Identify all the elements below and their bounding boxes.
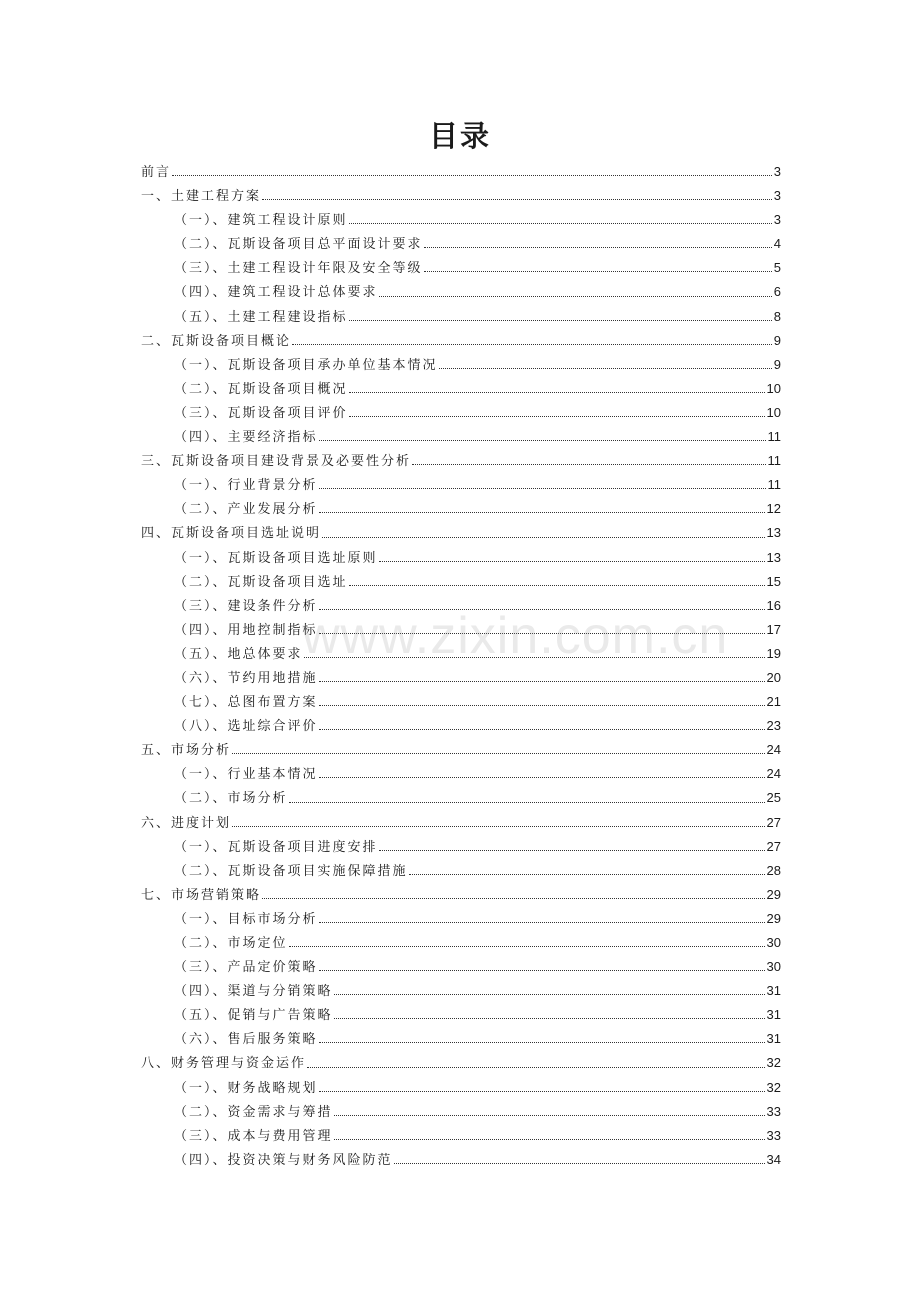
toc-entry[interactable] [141,1148,781,1172]
toc-entry-page-number: 3 [773,164,781,179]
toc-entry[interactable] [141,666,781,690]
toc-entry-label: 五、市场分析 [141,743,232,759]
toc-dot-leader [319,728,765,730]
toc-entry-page-number: 32 [766,1055,781,1071]
toc-entry[interactable] [141,329,781,353]
toc-entry-page-number: 9 [773,332,781,348]
toc-entry-page-number: 23 [766,718,781,734]
toc-entry[interactable] [141,811,781,835]
toc-entry-page-number: 16 [766,597,781,613]
toc-entry-label: 一、土建工程方案 [141,189,262,205]
toc-dot-leader [424,270,772,272]
toc-entry-page-number: 30 [766,959,781,975]
toc-dot-leader [319,776,765,778]
toc-entry[interactable] [141,835,781,859]
toc-entry[interactable] [141,377,781,401]
toc-dot-leader [379,295,772,297]
toc-entry-label: （三）、瓦斯设备项目评价 [174,405,348,421]
toc-dot-leader [319,632,765,634]
toc-entry[interactable] [141,762,781,786]
toc-entry[interactable] [141,546,781,570]
toc-entry[interactable] [141,642,781,666]
toc-dot-leader [319,704,765,706]
toc-entry-page-number: 12 [766,501,781,517]
toc-entry-label: 八、财务管理与资金运作 [141,1056,307,1072]
toc-entry[interactable] [141,449,781,473]
toc-entry-page-number: 25 [766,790,781,806]
toc-entry[interactable] [141,521,781,545]
toc-dot-leader [292,343,772,345]
toc-entry-page-number: 11 [767,429,781,445]
toc-entry[interactable] [141,738,781,762]
toc-entry[interactable] [141,594,781,618]
toc-dot-leader [379,849,765,851]
toc-dot-leader [319,439,766,441]
toc-entry-label: （三）、产品定价策略 [174,960,318,976]
toc-dot-leader [349,319,772,321]
table-of-contents [141,160,781,1172]
toc-entry-page-number: 6 [773,284,781,300]
toc-entry-page-number: 20 [766,669,781,685]
toc-entry-page-number: 31 [766,1031,781,1047]
toc-entry[interactable] [141,859,781,883]
toc-entry-page-number: 24 [766,742,781,758]
toc-dot-leader [349,415,765,417]
toc-entry[interactable] [141,232,781,256]
toc-entry-label: （一）、行业背景分析 [174,478,318,494]
toc-entry-label: 四、瓦斯设备项目选址说明 [141,526,322,542]
toc-entry[interactable] [141,1076,781,1100]
toc-entry-label: （五）、地总体要求 [174,646,303,662]
toc-entry[interactable] [141,618,781,642]
toc-entry-label: 二、瓦斯设备项目概论 [141,333,292,349]
toc-dot-leader [172,174,772,176]
toc-entry-label: 七、市场营销策略 [141,887,262,903]
toc-dot-leader [262,198,772,200]
toc-entry[interactable] [141,1100,781,1124]
toc-entry-label: （一）、财务战略规划 [174,1080,318,1096]
toc-entry-page-number: 28 [766,862,781,878]
toc-entry-page-number: 27 [766,814,781,830]
toc-entry[interactable] [141,1003,781,1027]
toc-entry[interactable] [141,570,781,594]
toc-entry-page-number: 15 [766,573,781,589]
toc-dot-leader [349,391,765,393]
toc-entry-page-number: 3 [773,188,781,204]
toc-entry-page-number: 21 [766,694,781,710]
toc-dot-leader [319,1090,765,1092]
toc-entry[interactable] [141,256,781,280]
toc-entry-label: （四）、投资决策与财务风险防范 [174,1152,393,1168]
toc-entry[interactable] [141,786,781,810]
toc-entry-label: （二）、资金需求与筹措 [174,1104,333,1120]
toc-entry-page-number: 4 [773,236,781,252]
toc-entry[interactable] [141,883,781,907]
toc-entry-page-number: 5 [773,260,781,276]
toc-entry-label: （一）、目标市场分析 [174,911,318,927]
toc-entry-page-number: 33 [766,1127,781,1143]
toc-dot-leader [319,1041,765,1043]
toc-entry[interactable] [141,160,781,184]
toc-entry-page-number: 9 [773,356,781,372]
toc-entry-page-number: 32 [766,1079,781,1095]
toc-entry-label: （一）、建筑工程设计原则 [174,213,348,229]
toc-dot-leader [319,487,766,489]
toc-entry[interactable] [141,208,781,232]
toc-entry-label: （八）、选址综合评价 [174,719,318,735]
toc-entry-page-number: 11 [767,453,781,469]
toc-dot-leader [334,1138,765,1140]
toc-entry-page-number: 13 [766,549,781,565]
watermark: www.zixin.com.cn [302,607,729,665]
toc-entry-page-number: 10 [766,380,781,396]
toc-entry-label: （一）、瓦斯设备项目进度安排 [174,839,378,855]
toc-entry-page-number: 10 [766,404,781,420]
toc-dot-leader [439,367,772,369]
toc-entry[interactable] [141,184,781,208]
toc-entry[interactable] [141,497,781,521]
toc-entry-label: （七）、总图布置方案 [174,695,318,711]
toc-entry[interactable] [141,690,781,714]
toc-dot-leader [319,511,765,513]
toc-entry[interactable] [141,907,781,931]
toc-dot-leader [349,222,772,224]
toc-entry-label: （二）、产业发展分析 [174,502,318,518]
toc-entry-page-number: 31 [766,1007,781,1023]
toc-entry-page-number: 8 [773,308,781,324]
toc-entry[interactable] [141,1027,781,1051]
toc-entry-label: （四）、渠道与分销策略 [174,984,333,1000]
toc-entry[interactable] [141,979,781,1003]
toc-entry-page-number: 3 [773,212,781,228]
page-title: 目录 [428,119,491,153]
toc-dot-leader [307,1066,765,1068]
toc-dot-leader [232,752,765,754]
toc-dot-leader [409,873,765,875]
toc-dot-leader [262,897,765,899]
toc-dot-leader [319,969,765,971]
toc-entry-page-number: 29 [766,886,781,902]
toc-entry-label: （六）、售后服务策略 [174,1032,318,1048]
toc-entry-page-number: 24 [766,766,781,782]
toc-entry-label: （二）、瓦斯设备项目总平面设计要求 [174,237,423,253]
toc-dot-leader [394,1162,765,1164]
toc-entry[interactable] [141,714,781,738]
toc-entry-page-number: 13 [766,525,781,541]
toc-entry-label: （二）、市场定位 [174,936,288,951]
toc-dot-leader [334,1114,765,1116]
toc-entry-label: （一）、瓦斯设备项目选址原则 [174,550,378,566]
toc-dot-leader [304,656,765,658]
toc-dot-leader [322,536,765,538]
toc-entry-page-number: 30 [766,935,781,950]
toc-entry-page-number: 19 [766,645,781,661]
toc-entry-label: 三、瓦斯设备项目建设背景及必要性分析 [141,454,412,470]
toc-entry-page-number: 34 [766,1151,781,1167]
toc-entry-label: （二）、瓦斯设备项目实施保障措施 [174,863,408,879]
toc-entry-label: （三）、土建工程设计年限及安全等级 [174,261,423,277]
toc-entry-label: （四）、用地控制指标 [174,622,318,638]
toc-dot-leader [319,680,765,682]
toc-entry[interactable] [141,955,781,979]
toc-entry-label: （一）、瓦斯设备项目承办单位基本情况 [174,357,438,373]
toc-dot-leader [289,945,765,947]
toc-entry-label: （二）、市场分析 [174,791,288,807]
toc-entry-label: （二）、瓦斯设备项目概况 [174,381,348,397]
toc-entry-label: （二）、瓦斯设备项目选址 [174,574,348,590]
toc-entry-label: 前言 [141,165,172,180]
toc-entry-page-number: 31 [766,983,781,999]
toc-dot-leader [232,825,765,827]
toc-dot-leader [424,246,772,248]
toc-entry-label: （五）、促销与广告策略 [174,1008,333,1024]
toc-entry[interactable] [141,425,781,449]
toc-entry-page-number: 27 [766,838,781,854]
toc-dot-leader [349,584,765,586]
toc-entry[interactable] [141,1124,781,1148]
toc-entry[interactable] [141,473,781,497]
toc-entry[interactable] [141,353,781,377]
toc-entry[interactable] [141,931,781,955]
toc-dot-leader [289,801,765,803]
toc-dot-leader [334,1017,765,1019]
toc-entry-label: （一）、行业基本情况 [174,767,318,783]
toc-entry-label: （六）、节约用地措施 [174,670,318,686]
toc-dot-leader [319,608,765,610]
toc-entry-label: （三）、成本与费用管理 [174,1128,333,1144]
toc-entry[interactable] [141,1051,781,1075]
toc-dot-leader [319,921,765,923]
toc-entry-label: （五）、土建工程建设指标 [174,309,348,325]
toc-entry-page-number: 33 [766,1103,781,1119]
toc-entry-page-number: 11 [767,477,781,493]
toc-entry[interactable] [141,280,781,304]
toc-entry-label: （四）、建筑工程设计总体要求 [174,285,378,301]
toc-entry-label: （四）、主要经济指标 [174,430,318,446]
toc-dot-leader [334,993,765,995]
toc-entry-page-number: 17 [766,621,781,637]
toc-dot-leader [412,463,765,465]
toc-entry-label: 六、进度计划 [141,815,232,831]
toc-entry[interactable] [141,305,781,329]
toc-entry[interactable] [141,401,781,425]
toc-dot-leader [379,560,765,562]
toc-entry-label: （三）、建设条件分析 [174,598,318,614]
toc-entry-page-number: 29 [766,910,781,926]
